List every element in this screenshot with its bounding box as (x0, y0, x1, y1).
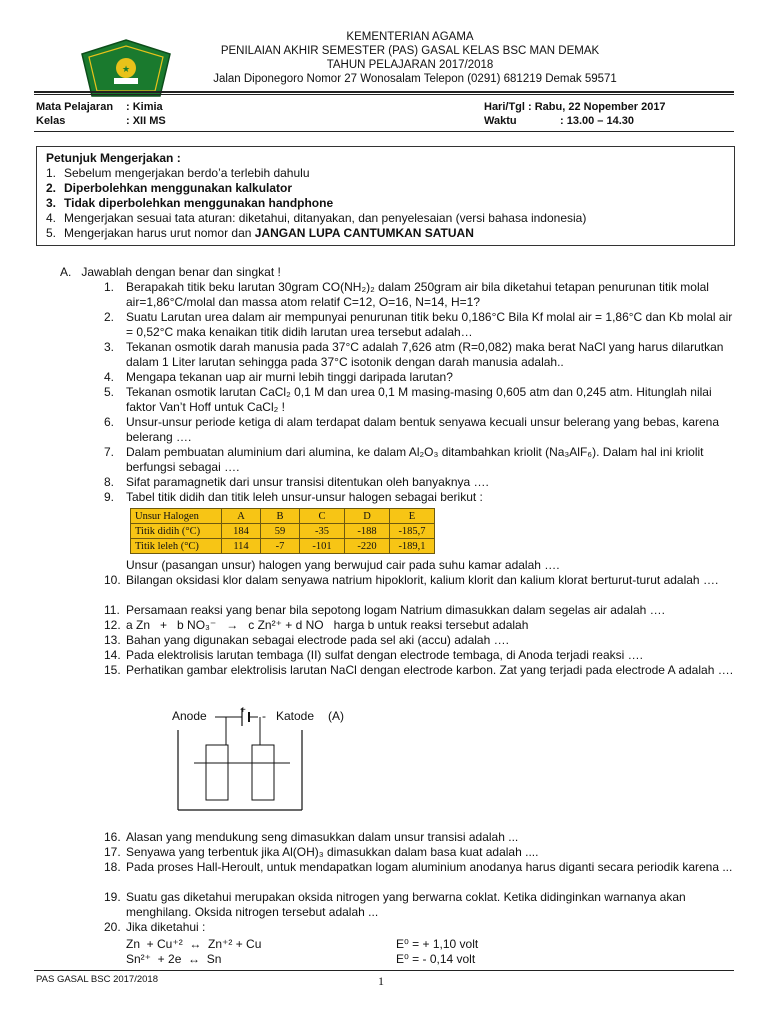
table-cell: -220 (345, 539, 390, 554)
table-cell: -35 (300, 524, 345, 539)
table-header-cell: A (222, 509, 261, 524)
instruction-item: 1. Sebelum mengerjakan berdo’a terlebih dahulu (46, 166, 310, 180)
table-header-cell: E (390, 509, 435, 524)
table-cell: 59 (261, 524, 300, 539)
table-cell: -189,1 (390, 539, 435, 554)
halogen-table (130, 508, 435, 554)
table-cell: Titik didih (°C) (131, 524, 222, 539)
table-header-cell: B (261, 509, 300, 524)
table-header-cell: D (345, 509, 390, 524)
svg-text:★: ★ (121, 64, 131, 74)
table-cell: Titik leleh (°C) (131, 539, 222, 554)
table-row (131, 524, 435, 539)
equation-left: Zn + Cu⁺² ↔ Zn⁺² + Cu (126, 937, 262, 951)
time-label: Waktu (484, 115, 517, 127)
header-divider-thin (34, 94, 734, 95)
table-row (131, 539, 435, 554)
page-number: 1 (378, 974, 384, 988)
exam-date: Hari/Tgl : Rabu, 22 Nopember 2017 (484, 101, 666, 113)
header-school-year: TAHUN PELAJARAN 2017/2018 (326, 59, 494, 71)
instruction-item: 4. Mengerjakan sesuai tata aturan: diketahui, ditanyakan, dan penyelesaian (versi bahasa indonesia) (46, 211, 587, 225)
diagram-anode-label: Anode (172, 709, 207, 723)
table-cell: -188 (345, 524, 390, 539)
header-divider (34, 91, 734, 93)
footer-label: PAS GASAL BSC 2017/2018 (36, 974, 158, 985)
diagram-katode-label: Katode (276, 709, 315, 723)
instruction-item: 2. Diperbolehkan menggunakan kalkulator (46, 181, 293, 195)
table-cell: -101 (300, 539, 345, 554)
table-cell: -185,7 (390, 524, 435, 539)
table-cell: 184 (222, 524, 261, 539)
diagram-a-label: (A) (328, 709, 344, 723)
instruction-item: 5. Mengerjakan harus urut nomor dan JANGAN LUPA CANTUMKAN SATUAN (46, 226, 474, 240)
header-ministry: KEMENTERIAN AGAMA (346, 31, 474, 43)
equation-potential: E⁰ = + 1,10 volt (396, 937, 479, 951)
table-header-cell: Unsur Halogen (131, 509, 222, 524)
time-value: : 13.00 – 14.30 (560, 115, 635, 127)
subject-label: Mata Pelajaran (36, 101, 114, 113)
diagram-plus-sign: + (240, 705, 246, 716)
header-exam-title: PENILAIAN AKHIR SEMESTER (PAS) GASAL KELAS BSC MAN DEMAK (220, 45, 600, 57)
equation-left: Sn²⁺ + 2e ↔ Sn (126, 952, 222, 966)
table-cell: 114 (222, 539, 261, 554)
footer-divider (34, 970, 734, 971)
meta-divider (34, 131, 734, 132)
instruction-item: 3. Tidak diperbolehkan menggunakan handphone (46, 196, 334, 210)
class-label: Kelas (36, 115, 66, 127)
class-value: : XII MS (126, 115, 166, 127)
diagram-minus-sign: - (262, 709, 266, 723)
table-cell: -7 (261, 539, 300, 554)
subject-value: : Kimia (126, 101, 163, 113)
electrolysis-diagram (170, 700, 320, 815)
equation-potential: E⁰ = - 0,14 volt (396, 952, 476, 966)
table-row (131, 509, 435, 524)
section-a-heading: A. Jawablah dengan benar dan singkat ! (60, 265, 281, 279)
instructions-title: Petunjuk Mengerjakan : (46, 151, 181, 165)
table-header-cell: C (300, 509, 345, 524)
header-address: Jalan Diponegoro Nomor 27 Wonosalam Telepon (0291) 681219 Demak 59571 (213, 73, 617, 85)
